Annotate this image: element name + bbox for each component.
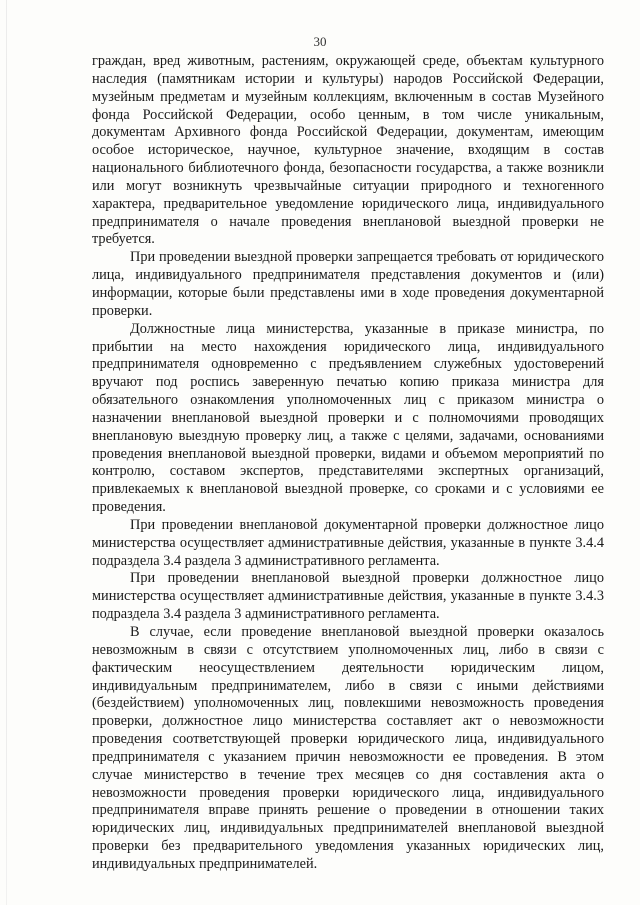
paragraph-4: При проведении внеплановой документарной проверки должностное лицо министерства осуществляет административные действия, указанные в пункте 3.4.4 подраздела 3.4 раздела 3 административного регламента. — [92, 516, 604, 569]
paragraph-2: При проведении выездной проверки запрещается требовать от юридического лица, индивидуального предпринимателя представления документов и (или) информации, которые были представлены ими в ходе проведения документарной проверки. — [92, 249, 604, 319]
paragraph-5: При проведении внеплановой выездной проверки должностное лицо министерства осуществляет административные действия, указанные в пункте 3.4.3 подраздела 3.4 раздела 3 административного регламента. — [92, 570, 604, 623]
paragraph-1: граждан, вред животным, растениям, окружающей среде, объектам культурного наследия (памятникам истории и культуры) народов Российской Федерации, музейным предметам и музейным коллекциям, включенным в состав Музейного фонда Российской Федерации, особо ценным, в том числе уникальным, документам Архивного фонда Российской Федерации, документам, имеющим особое историческое, научное, культурное значение, входящим в состав национального библиотечного фонда, безопасности государства, а также возникли или могут возникнуть чрезвычайные ситуации природного и техногенного характера, предварительное уведомление юридического лица, индивидуального предпринимателя о начале проведения внеплановой выездной проверки не требуется. — [92, 53, 604, 248]
paragraph-6: В случае, если проведение внеплановой выездной проверки оказалось невозможным в связи с отсутствием уполномоченных лиц, либо в связи с фактическим неосуществлением деятельности юридическим лицом, индивидуальным предпринимателем, либо в связи с иными действиями (бездействием) уполномоченных лиц, повлекшими невозможность проведения проверки, должностное лицо министерства составляет акт о невозможности проведения соответствующей проверки юридического лица, индивидуального предпринимателя с указанием причин невозможности ее проведения. В этом случае министерство в течение трех месяцев со дня составления акта о невозможности проведения проверки юридического лица, индивидуального предпринимателя вправе принять решение о проведении в отношении таких юридических лиц, индивидуальных предпринимателей внеплановой выездной проверки без предварительного уведомления указанных юридических лиц, индивидуальных предпринимателей. — [92, 624, 604, 872]
document-body — [92, 53, 604, 874]
scan-edge-line — [6, 0, 7, 905]
page-number: 30 — [313, 34, 327, 49]
paragraph-3: Должностные лица министерства, указанные в приказе министра, по прибытии на место нахождения юридического лица, индивидуального предпринимателя одновременно с предъявлением служебных удостоверений вручают под роспись заверенную печатью копию приказа министра для обязательного ознакомления уполномоченных лиц с приказом министра о назначении внеплановой выездной проверки и с полномочиями проводящих внеплановую выездную проверку лиц, а также с целями, задачами, основаниями проведения внеплановой выездной проверки, видами и объемом мероприятий по контролю, составом экспертов, представителями экспертных организаций, привлекаемых к внеплановой выездной проверке, со сроками и с условиями ее проведения. — [92, 320, 604, 516]
